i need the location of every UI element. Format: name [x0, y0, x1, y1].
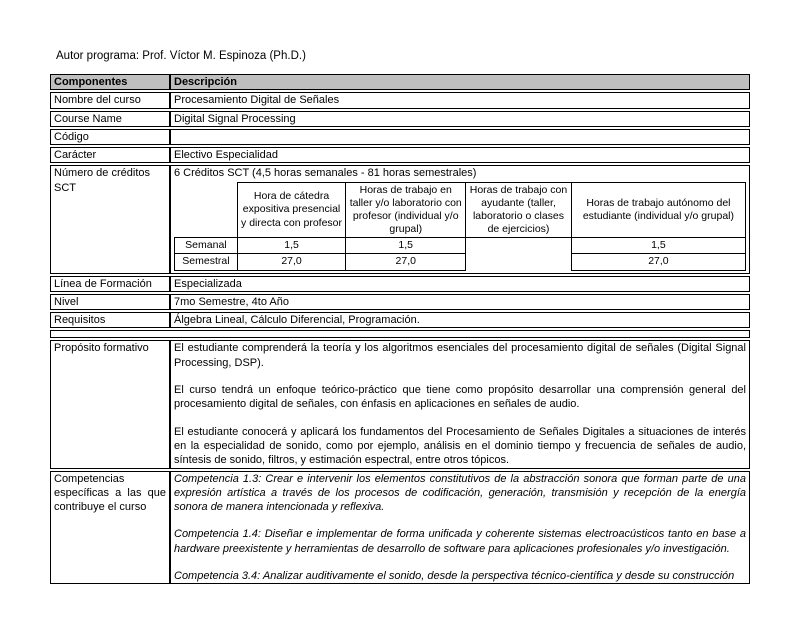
- table-row-creditos: [50, 165, 750, 273]
- table-spacer-row: [50, 330, 750, 338]
- spacer-cell: [50, 330, 750, 338]
- row-value-codigo: [170, 129, 750, 145]
- row-value-creditos: [170, 165, 750, 273]
- row-value-proposito: [170, 340, 750, 468]
- row-label-requisitos: Requisitos: [50, 312, 170, 328]
- header-descripcion: Descripción: [170, 74, 750, 90]
- credit-hours-col-header-ayudante: Horas de trabajo con ayudante (taller, laboratorio o clases de ejercicios): [466, 182, 572, 238]
- row-label-competencias: Competencias específicas a las que contribuye el curso: [50, 471, 170, 585]
- table-row-proposito: [50, 340, 750, 468]
- competencia-paragraph-1: Competencia 1.3: Crear e intervenir los elementos constitutivos de la abstracción sonora que forman parte de una expresión artística a través de los procesos de codificación, generación, transmisión y recepción de la energía sonora de manera intencionada y reflexiva.: [174, 472, 746, 514]
- credit-hours-header-row: [175, 182, 746, 238]
- row-label-proposito: Propósito formativo: [50, 340, 170, 468]
- row-label-creditos: Número de créditos SCT: [50, 165, 170, 273]
- row-value-competencias: [170, 471, 750, 585]
- row-value-caracter: Electivo Especialidad: [170, 147, 750, 163]
- row-label-nivel: Nivel: [50, 294, 170, 310]
- credit-hours-row-label-semanal: Semanal: [175, 238, 238, 254]
- table-row-codigo: [50, 129, 750, 145]
- header-componentes: Componentes: [50, 74, 170, 90]
- row-label-nombre: Nombre del curso: [50, 92, 170, 108]
- credit-hours-table: [174, 182, 746, 271]
- proposito-paragraph-3: El estudiante conocerá y aplicará los fundamentos del Procesamiento de Señales Digitales a situaciones de interés en la especialidad de sonido, como por ejemplo, análisis en el dominio tiempo y frecuencia de señales de audio, síntesis de sonido, filtros, y estimación espectral, entre otros tópicos.: [174, 425, 746, 467]
- semanal-ayudante-value: [466, 238, 572, 254]
- credit-hours-col-header-autonomo: Horas de trabajo autónomo del estudiante (individual y/o grupal): [571, 182, 745, 238]
- semestral-taller-value: 27,0: [346, 254, 466, 270]
- credit-hours-row-semanal: [175, 238, 746, 254]
- table-row-competencias: [50, 471, 750, 585]
- credits-summary: 6 Créditos SCT (4,5 horas semanales - 81 horas semestrales): [174, 167, 477, 180]
- competencia-paragraph-2: Competencia 1.4: Diseñar e implementar de forma unificada y coherente sistemas electroacústicos tanto en base a hardware preexistente y herramientas de desarrollo de software para aplicaciones profesionales y/o investigación.: [174, 528, 746, 555]
- row-label-caracter: Carácter: [50, 147, 170, 163]
- credit-hours-row-semestral: [175, 254, 746, 270]
- row-value-course-name: Digital Signal Processing: [170, 111, 750, 127]
- competencia-paragraph-3: Competencia 3.4: Analizar auditivamente el sonido, desde la perspectiva técnico-científica y desde su construcción: [174, 569, 735, 582]
- semanal-taller-value: 1,5: [346, 238, 466, 254]
- row-label-linea: Línea de Formación: [50, 276, 170, 292]
- table-row-nivel: [50, 294, 750, 310]
- row-label-codigo: Código: [50, 129, 170, 145]
- credit-hours-corner-cell: [175, 182, 238, 238]
- table-row-nombre: [50, 92, 750, 108]
- row-label-course-name: Course Name: [50, 111, 170, 127]
- row-value-requisitos: Álgebra Lineal, Cálculo Diferencial, Programación.: [170, 312, 750, 328]
- credit-hours-row-label-semestral: Semestral: [175, 254, 238, 270]
- semanal-autonomo-value: 1,5: [571, 238, 745, 254]
- course-syllabus-table: [50, 72, 750, 586]
- proposito-paragraph-1: El estudiante comprenderá la teoría y los algoritmos esenciales del procesamiento digital de señales (Digital Signal Processing, DSP).: [174, 342, 746, 369]
- table-row-caracter: [50, 147, 750, 163]
- table-row-requisitos: [50, 312, 750, 328]
- row-value-nivel: 7mo Semestre, 4to Año: [170, 294, 750, 310]
- semestral-ayudante-value: [466, 254, 572, 270]
- table-header-row: [50, 74, 750, 90]
- row-value-nombre: Procesamiento Digital de Señales: [170, 92, 750, 108]
- proposito-paragraph-2: El curso tendrá un enfoque teórico-práctico que tiene como propósito desarrollar una comprensión general del procesamiento digital de señales, con énfasis en aplicaciones en señales de audio.: [174, 384, 746, 411]
- semestral-autonomo-value: 27,0: [571, 254, 745, 270]
- author-line: Autor programa: Prof. Víctor M. Espinoza (Ph.D.): [56, 50, 306, 62]
- table-row-course-name: [50, 111, 750, 127]
- credit-hours-col-header-catedra: Hora de cátedra expositiva presencial y directa con profesor: [237, 182, 345, 238]
- credit-hours-col-header-taller: Horas de trabajo en taller y/o laboratorio con profesor (individual y/o grupal): [346, 182, 466, 238]
- row-value-linea: Especializada: [170, 276, 750, 292]
- semanal-catedra-value: 1,5: [237, 238, 345, 254]
- semestral-catedra-value: 27,0: [237, 254, 345, 270]
- course-table-container: [50, 72, 750, 586]
- table-row-linea: [50, 276, 750, 292]
